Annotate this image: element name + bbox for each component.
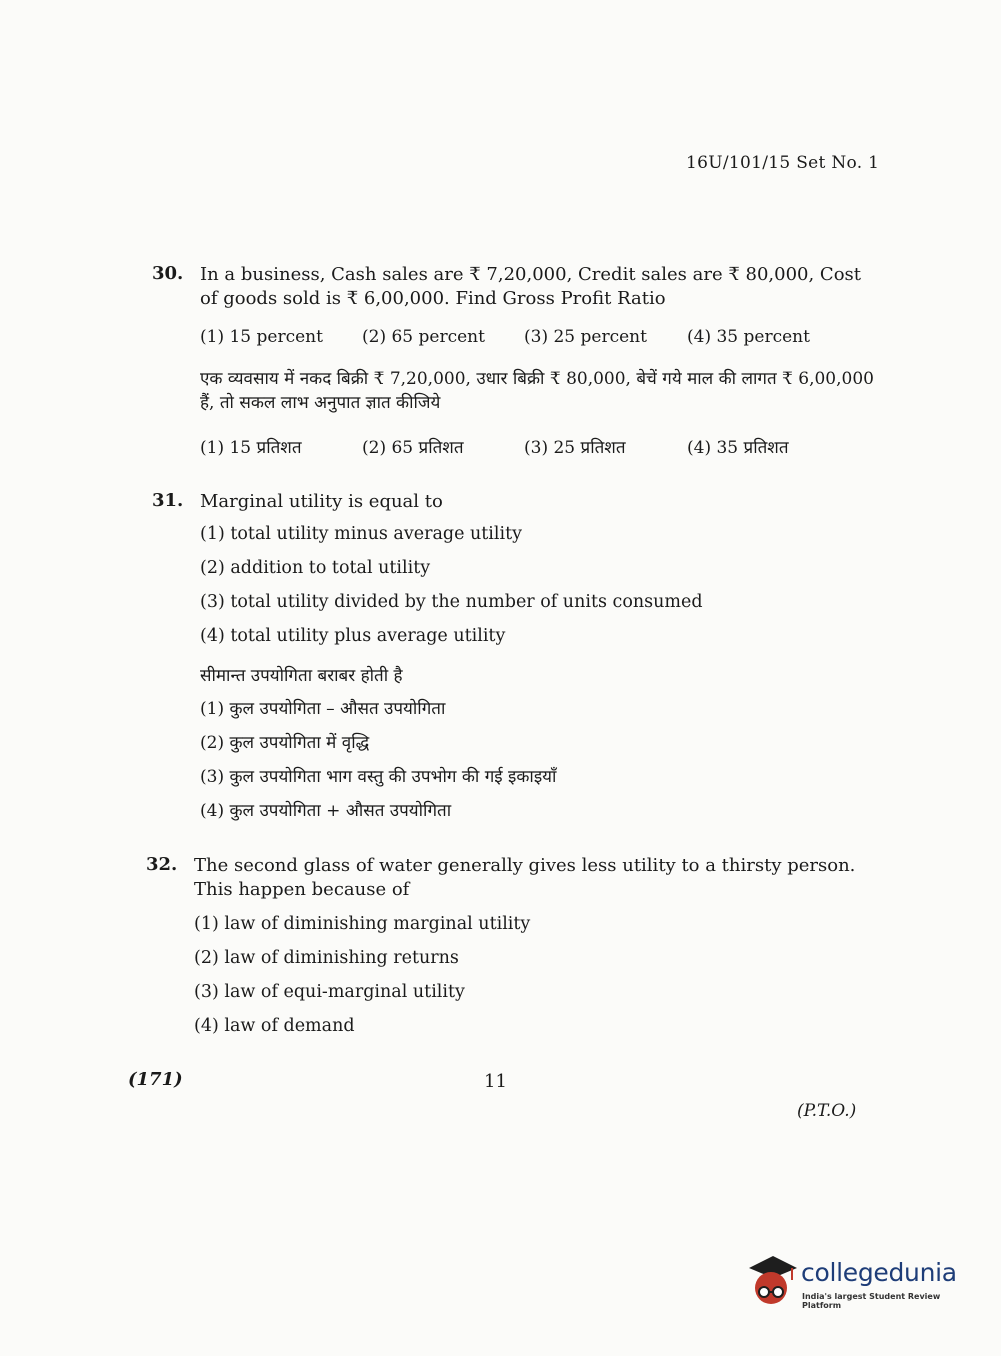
option-4-hi: (4) 35 प्रतिशत bbox=[687, 438, 789, 458]
question-text-en: Marginal utility is equal to bbox=[200, 491, 443, 512]
question-31 bbox=[152, 490, 877, 830]
option-2-hi: (2) 65 प्रतिशत bbox=[362, 438, 464, 458]
page-number: 11 bbox=[484, 1071, 507, 1092]
logo-tagline: India's largest Student Review Platform bbox=[802, 1292, 941, 1310]
option-1: (1) total utility minus average utility bbox=[200, 524, 523, 544]
question-number: 32. bbox=[146, 854, 178, 875]
option-2: (2) addition to total utility bbox=[200, 558, 431, 578]
options-en bbox=[200, 524, 703, 660]
option-3: (3) 25 percent bbox=[524, 327, 647, 347]
option-1-hi: (1) 15 प्रतिशत bbox=[200, 438, 302, 458]
question-text-en: In a business, Cash sales are ₹ 7,20,000, Credit sales are ₹ 80,000, Cost of goods sold is ₹ 6,00,000. Find Gross Profit Ratio bbox=[200, 264, 862, 309]
question-text-en: The second glass of water generally gives less utility to a thirsty person. This happen because of bbox=[194, 855, 856, 900]
option-3-hi: (3) कुल उपयोगिता भाग वस्तु की उपभोग की गई इकाइयाँ bbox=[200, 767, 557, 787]
paper-code: 16U/101/15 Set No. 1 bbox=[686, 153, 880, 173]
question-32 bbox=[146, 854, 877, 1044]
collegedunia-logo bbox=[743, 1252, 973, 1312]
option-3-hi: (3) 25 प्रतिशत bbox=[524, 438, 626, 458]
option-4: (4) 35 percent bbox=[687, 327, 810, 347]
options-en bbox=[200, 327, 810, 347]
option-4: (4) total utility plus average utility bbox=[200, 626, 506, 646]
option-2: (2) 65 percent bbox=[362, 327, 485, 347]
option-1: (1) 15 percent bbox=[200, 327, 323, 347]
option-2-hi: (2) कुल उपयोगिता में वृद्धि bbox=[200, 733, 370, 753]
logo-wordmark: collegedunia bbox=[801, 1258, 957, 1287]
question-number: 30. bbox=[152, 263, 184, 284]
pto-note: (P.T.O.) bbox=[797, 1101, 857, 1121]
footer-code: (171) bbox=[128, 1069, 183, 1090]
option-1-hi: (1) कुल उपयोगिता – औसत उपयोगिता bbox=[200, 699, 446, 719]
option-3: (3) law of equi-marginal utility bbox=[194, 982, 465, 1002]
question-text-hi: सीमान्त उपयोगिता बराबर होती है bbox=[200, 666, 403, 686]
question-number: 31. bbox=[152, 490, 184, 511]
option-2: (2) law of diminishing returns bbox=[194, 948, 459, 968]
graduate-mascot-icon bbox=[743, 1252, 799, 1310]
option-1: (1) law of diminishing marginal utility bbox=[194, 914, 531, 934]
options-hi bbox=[200, 696, 556, 832]
question-text-hi: एक व्यवसाय में नकद बिक्री ₹ 7,20,000, उधार बिक्री ₹ 80,000, बेचें गये माल की लागत ₹ 6,00,000 हैं, तो सकल लाभ अनुपात ज्ञात कीजिये bbox=[200, 369, 874, 413]
options-en bbox=[194, 914, 530, 1050]
option-4: (4) law of demand bbox=[194, 1016, 355, 1036]
options-hi bbox=[200, 435, 789, 458]
question-30 bbox=[152, 263, 877, 463]
option-4-hi: (4) कुल उपयोगिता + औसत उपयोगिता bbox=[200, 801, 452, 821]
option-3: (3) total utility divided by the number of units consumed bbox=[200, 592, 703, 612]
